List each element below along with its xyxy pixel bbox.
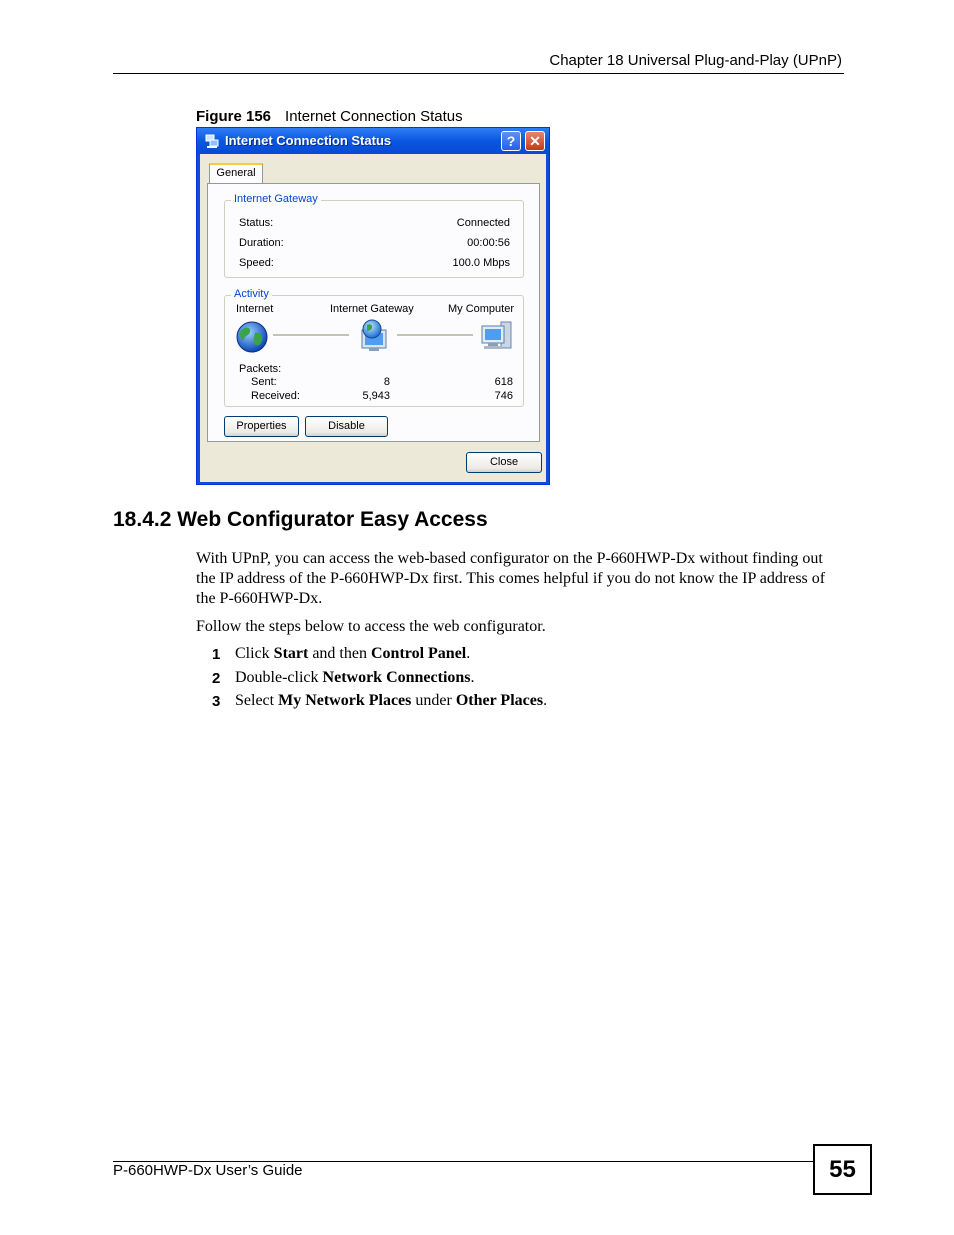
received-gateway-value: 5,943 <box>362 390 390 402</box>
chapter-header: Chapter 18 Universal Plug-and-Play (UPnP) <box>549 52 842 69</box>
close-window-button[interactable]: ✕ <box>525 131 545 151</box>
dialog-body <box>200 154 546 482</box>
network-connection-icon <box>204 133 220 149</box>
close-button[interactable]: Close <box>466 452 542 473</box>
step-1-text: Click Start and then Control Panel. <box>235 645 471 662</box>
received-computer-value: 746 <box>494 390 513 402</box>
received-label: Received: <box>251 390 300 402</box>
disable-button[interactable]: Disable <box>305 416 388 437</box>
internet-gateway-label: Internet Gateway <box>330 303 414 315</box>
internet-label: Internet <box>236 303 274 315</box>
tab-general[interactable]: General <box>209 163 263 183</box>
properties-button[interactable]: Properties <box>224 416 299 437</box>
connection-status-dialog <box>196 127 550 485</box>
step-2-number: 2 <box>212 670 221 687</box>
status-value: Connected <box>456 217 510 229</box>
intro-paragraph: With UPnP, you can access the web-based configurator on the P-660HWP-Dx without finding out the IP address of the P-660HWP-Dx first. This comes helpful if you do not know the IP address of the P-660HWP-Dx. <box>196 550 826 607</box>
dialog-titlebar[interactable] <box>197 128 549 154</box>
duration-value: 00:00:56 <box>467 237 510 249</box>
dialog-title: Internet Connection Status <box>225 133 392 148</box>
packets-label: Packets: <box>239 363 282 375</box>
step-1-number: 1 <box>212 646 221 663</box>
general-tab-panel <box>207 183 540 442</box>
figure-title: Internet Connection Status <box>285 108 463 125</box>
globe-icon <box>235 320 269 354</box>
internet-gateway-group <box>224 193 524 278</box>
speed-label: Speed: <box>239 257 274 269</box>
help-button[interactable]: ? <box>501 131 521 151</box>
section-heading: 18.4.2 Web Configurator Easy Access <box>113 508 488 531</box>
step-3-text: Select My Network Places under Other Places. <box>235 692 548 709</box>
header-rule <box>113 73 844 74</box>
figure-label: Figure 156 <box>196 108 272 125</box>
activity-group-title: Activity <box>231 288 272 300</box>
sent-computer-value: 618 <box>494 376 513 388</box>
page-number: 55 <box>813 1144 872 1195</box>
step-3-number: 3 <box>212 693 221 710</box>
status-label: Status: <box>239 217 274 229</box>
internet-gateway-group-title: Internet Gateway <box>231 193 321 205</box>
sent-label: Sent: <box>251 376 277 388</box>
duration-label: Duration: <box>239 237 284 249</box>
internet-gateway-link <box>273 334 349 337</box>
sent-gateway-value: 8 <box>383 376 390 388</box>
computer-icon <box>479 318 515 354</box>
activity-group <box>224 288 524 407</box>
gateway-computer-link <box>397 334 473 337</box>
footer-guide-title: P-660HWP-Dx User’s Guide <box>113 1162 303 1179</box>
gateway-icon <box>358 318 394 354</box>
speed-value: 100.0 Mbps <box>452 257 510 269</box>
follow-steps-paragraph: Follow the steps below to access the web configurator. <box>196 618 546 635</box>
figure-caption <box>196 108 463 125</box>
step-2-text: Double-click Network Connections. <box>235 669 475 686</box>
my-computer-label: My Computer <box>447 303 514 315</box>
